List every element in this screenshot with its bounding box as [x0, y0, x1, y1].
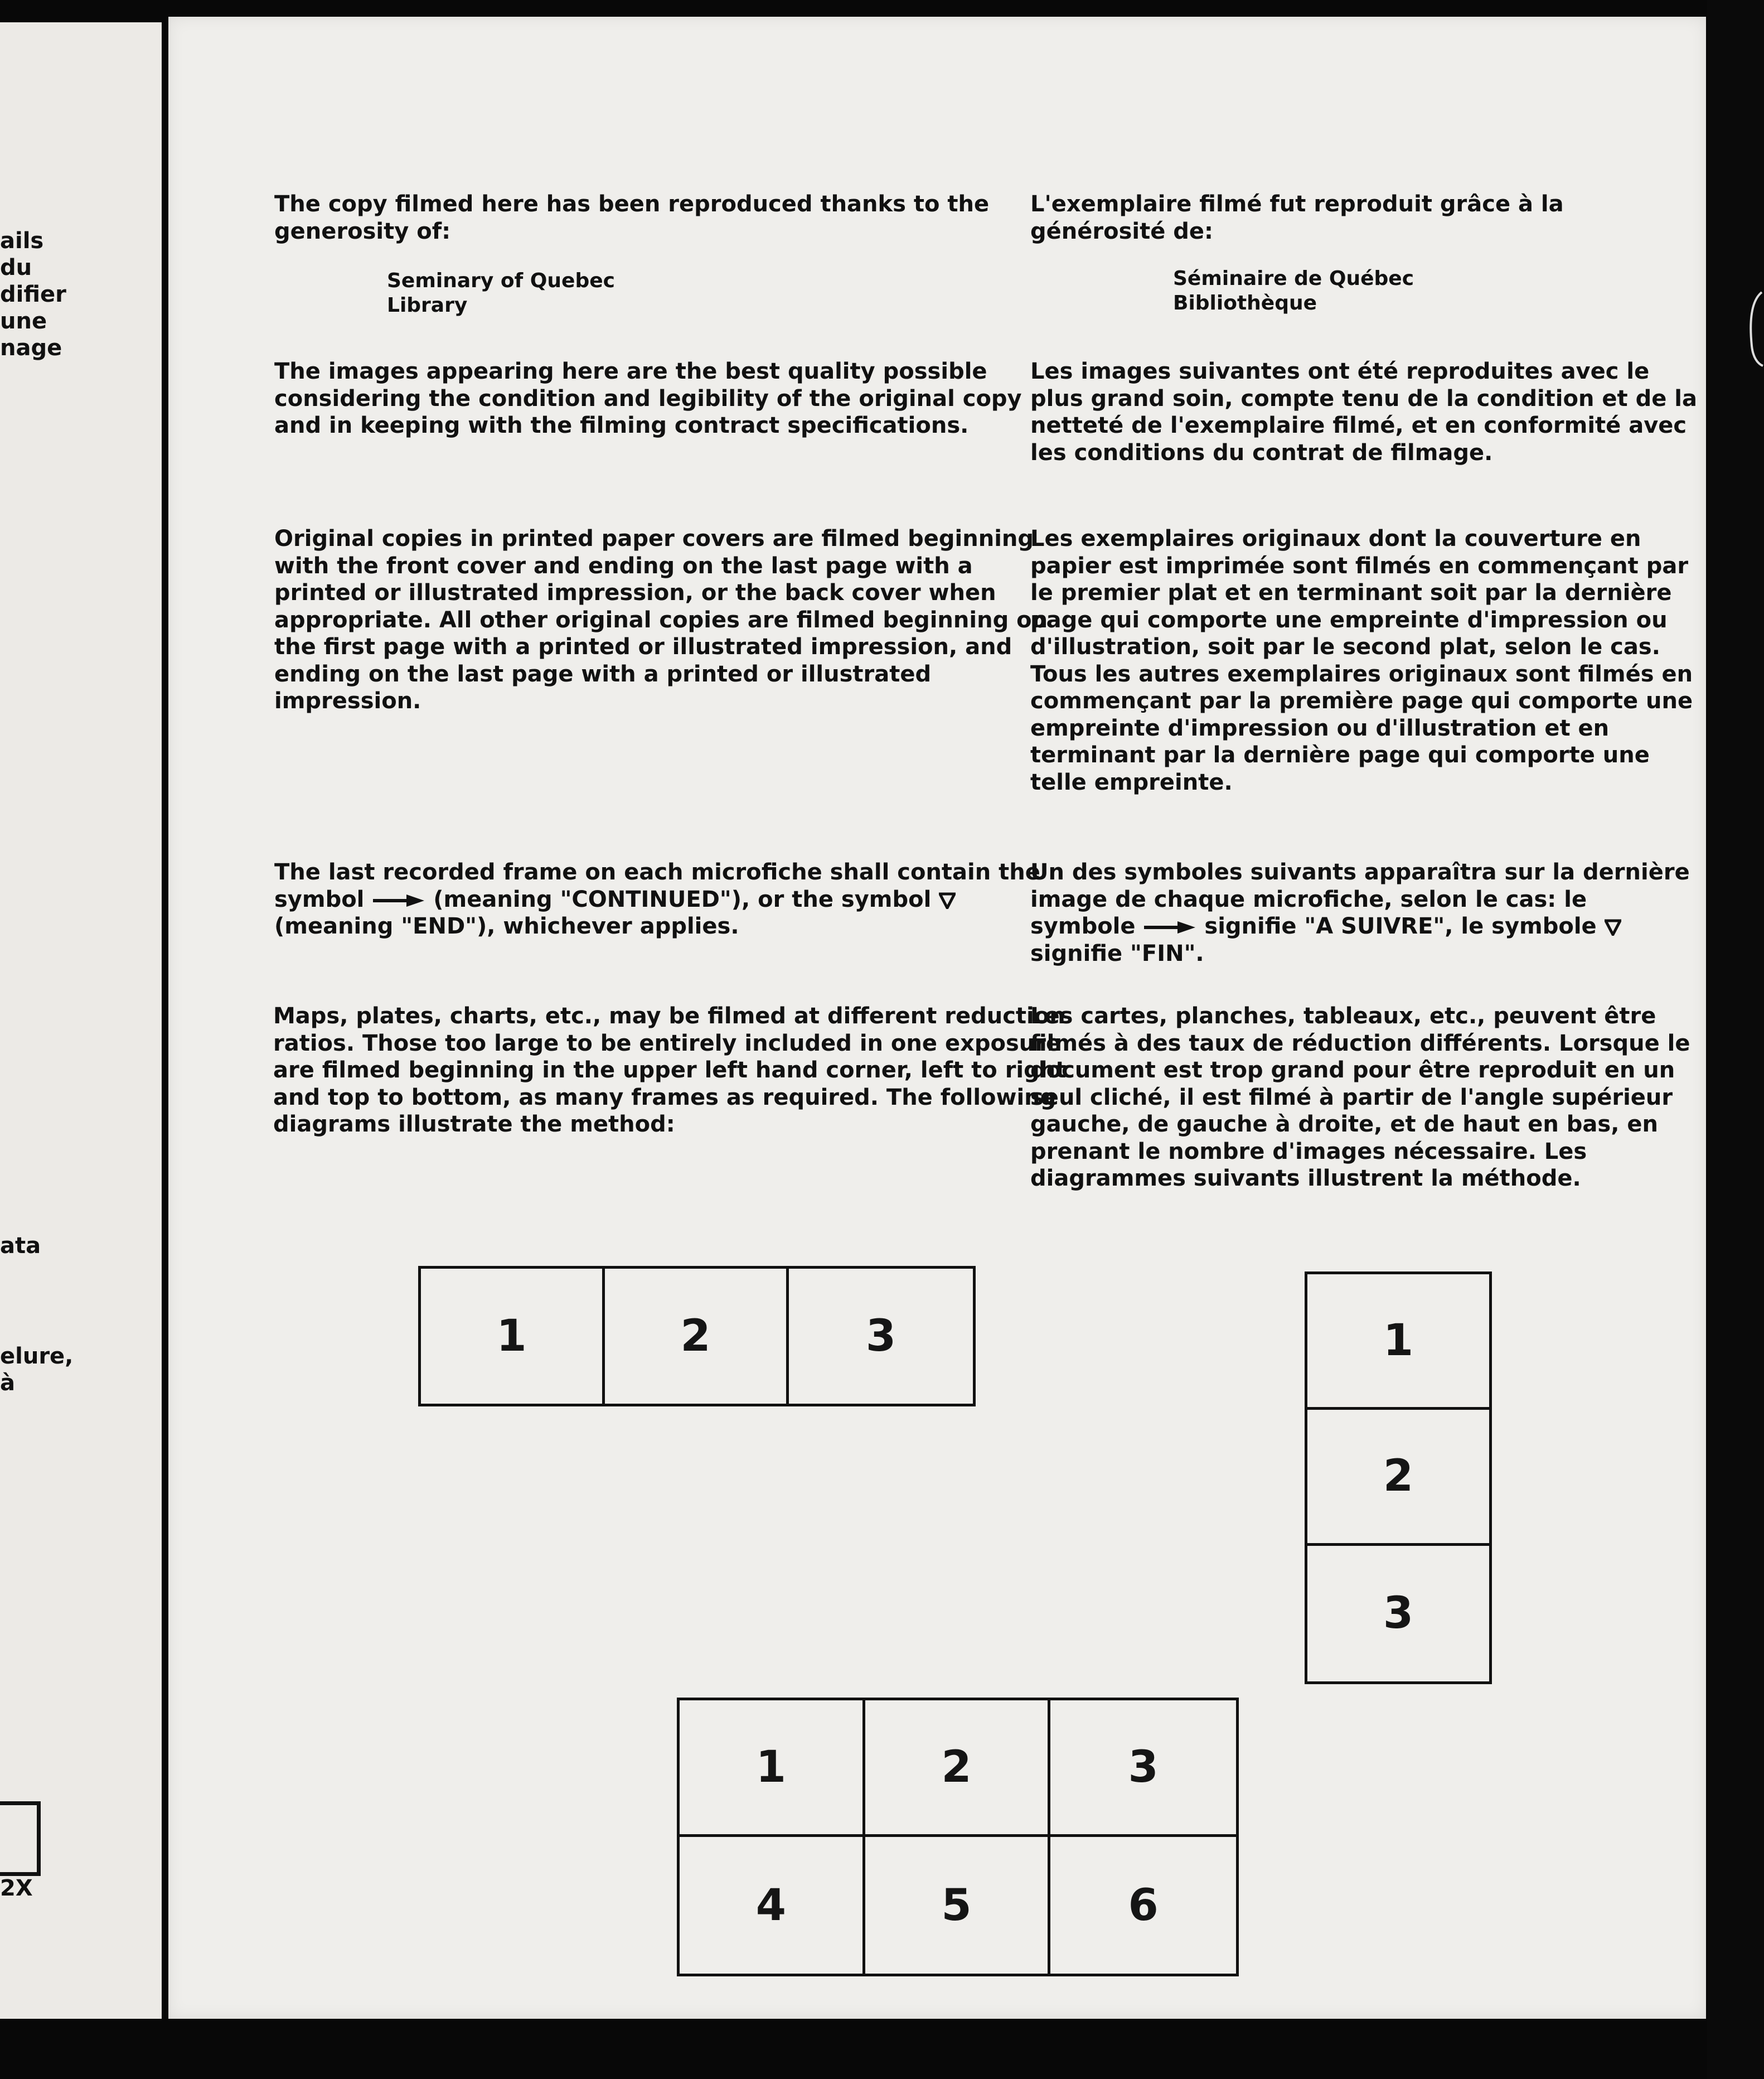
english-symbol-paragraph: The last recorded frame on each microfiche shall contain the symbol (meaning "CONTINUED"), or the symbol (meaning "END"), whichever applies.	[274, 859, 1040, 939]
triangle-down-icon	[1605, 919, 1621, 936]
english-covers-paragraph: Original copies in printed paper covers are filmed beginning with the front cover and ending on the last page with a printed or illustrated impression, or the back cover when appropriate. All other original copies are filmed beginning on the first page with a printed or illustrated impression, and ending on the last page with a printed or illustrated impression.	[274, 526, 1048, 714]
left-page-sliver	[0, 22, 162, 2019]
arrow-right-icon	[1143, 919, 1196, 936]
arrow-right-icon	[372, 892, 425, 909]
frame-cell: 2	[605, 1269, 789, 1404]
frame-cell: 1	[680, 1700, 865, 1837]
french-covers-paragraph: Les exemplaires originaux dont la couverture en papier est imprimée sont filmés en commençant par le premier plat et en terminant soit par la dernière page qui comporte une empreinte d'impression ou d'illustration, soit par le second plat, selon le cas. Tous les autres exemplaires originaux sont filmés en commençant par la première page qui comporte une empreinte d'impression ou d'illustration et en terminant par la dernière page qui comporte une telle empreinte.	[1030, 526, 1693, 795]
english-quality-paragraph: The images appearing here are the best quality possible considering the condition and legibility of the original copy and in keeping with the filming contract specifications.	[274, 359, 1022, 438]
sliver-fragment: à	[0, 1370, 15, 1396]
frame-cell: 6	[1128, 1880, 1159, 1931]
french-quality-paragraph: Les images suivantes ont été reproduites avec le plus grand soin, compte tenu de la condition et de la netteté de l'exemplaire filmé, et en conformité avec les conditions du contrat de filmage.	[1030, 359, 1697, 466]
sliver-box-fragment	[0, 1801, 41, 1876]
frame-cell: 3	[1050, 1700, 1236, 1837]
diagram-horizontal-3	[418, 1266, 976, 1406]
frame-cell: 2	[1307, 1410, 1489, 1545]
french-symbol-paragraph: Un des symboles suivants apparaîtra sur la dernière image de chaque microfiche, selon le cas: le symbole signifie "A SUIVRE", le symbole signifie "FIN".	[1030, 859, 1690, 966]
sliver-fragment: elure,	[0, 1343, 74, 1369]
french-intro: L'exemplaire filmé fut reproduit grâce à la générosité de:	[1030, 191, 1564, 244]
french-maps-paragraph: Les cartes, planches, tableaux, etc., peuvent être filmés à des taux de réduction différents. Lorsque le document est trop grand pour être reproduit en un seul cliché, il est filmé à partir de l'angle supérieur gauche, de gauche à droite, et de haut en bas, en prenant le nombre d'images nécessaire. Les diagrammes suivants illustrent la méthode.	[1030, 1003, 1690, 1191]
sliver-fragment: ata	[0, 1233, 41, 1259]
sliver-fragment: du	[0, 255, 32, 281]
french-library: Séminaire de Québec Bibliothèque	[1173, 267, 1414, 315]
bracket-mark-icon	[1746, 290, 1764, 368]
frame-cell: 5	[865, 1837, 1051, 1974]
english-library: Seminary of Quebec Library	[387, 269, 615, 317]
frame-cell: 2	[865, 1700, 1051, 1837]
sliver-fragment: 2X	[0, 1875, 33, 1901]
sliver-fragment: nage	[0, 335, 62, 361]
frame-cell: 4	[680, 1837, 865, 1974]
frame-cell: 1	[1307, 1274, 1489, 1410]
sliver-fragment: ails	[0, 228, 44, 254]
sliver-fragment: une	[0, 308, 47, 334]
frame-cell: 3	[865, 1311, 896, 1361]
english-intro: The copy filmed here has been reproduced thanks to the generosity of:	[274, 191, 990, 244]
diagram-grid-6	[677, 1698, 1239, 1976]
sliver-fragment: difier	[0, 282, 66, 307]
diagram-vertical-3	[1305, 1271, 1492, 1684]
frame-cell: 1	[421, 1269, 605, 1404]
frame-cell: 3	[1383, 1588, 1414, 1639]
triangle-down-icon	[939, 892, 956, 909]
english-maps-paragraph: Maps, plates, charts, etc., may be filmed at different reduction ratios. Those too large to be entirely included in one exposure are filmed beginning in the upper left hand corner, left to right and top to bottom, as many frames as required. The following diagrams illustrate the method:	[273, 1003, 1067, 1137]
